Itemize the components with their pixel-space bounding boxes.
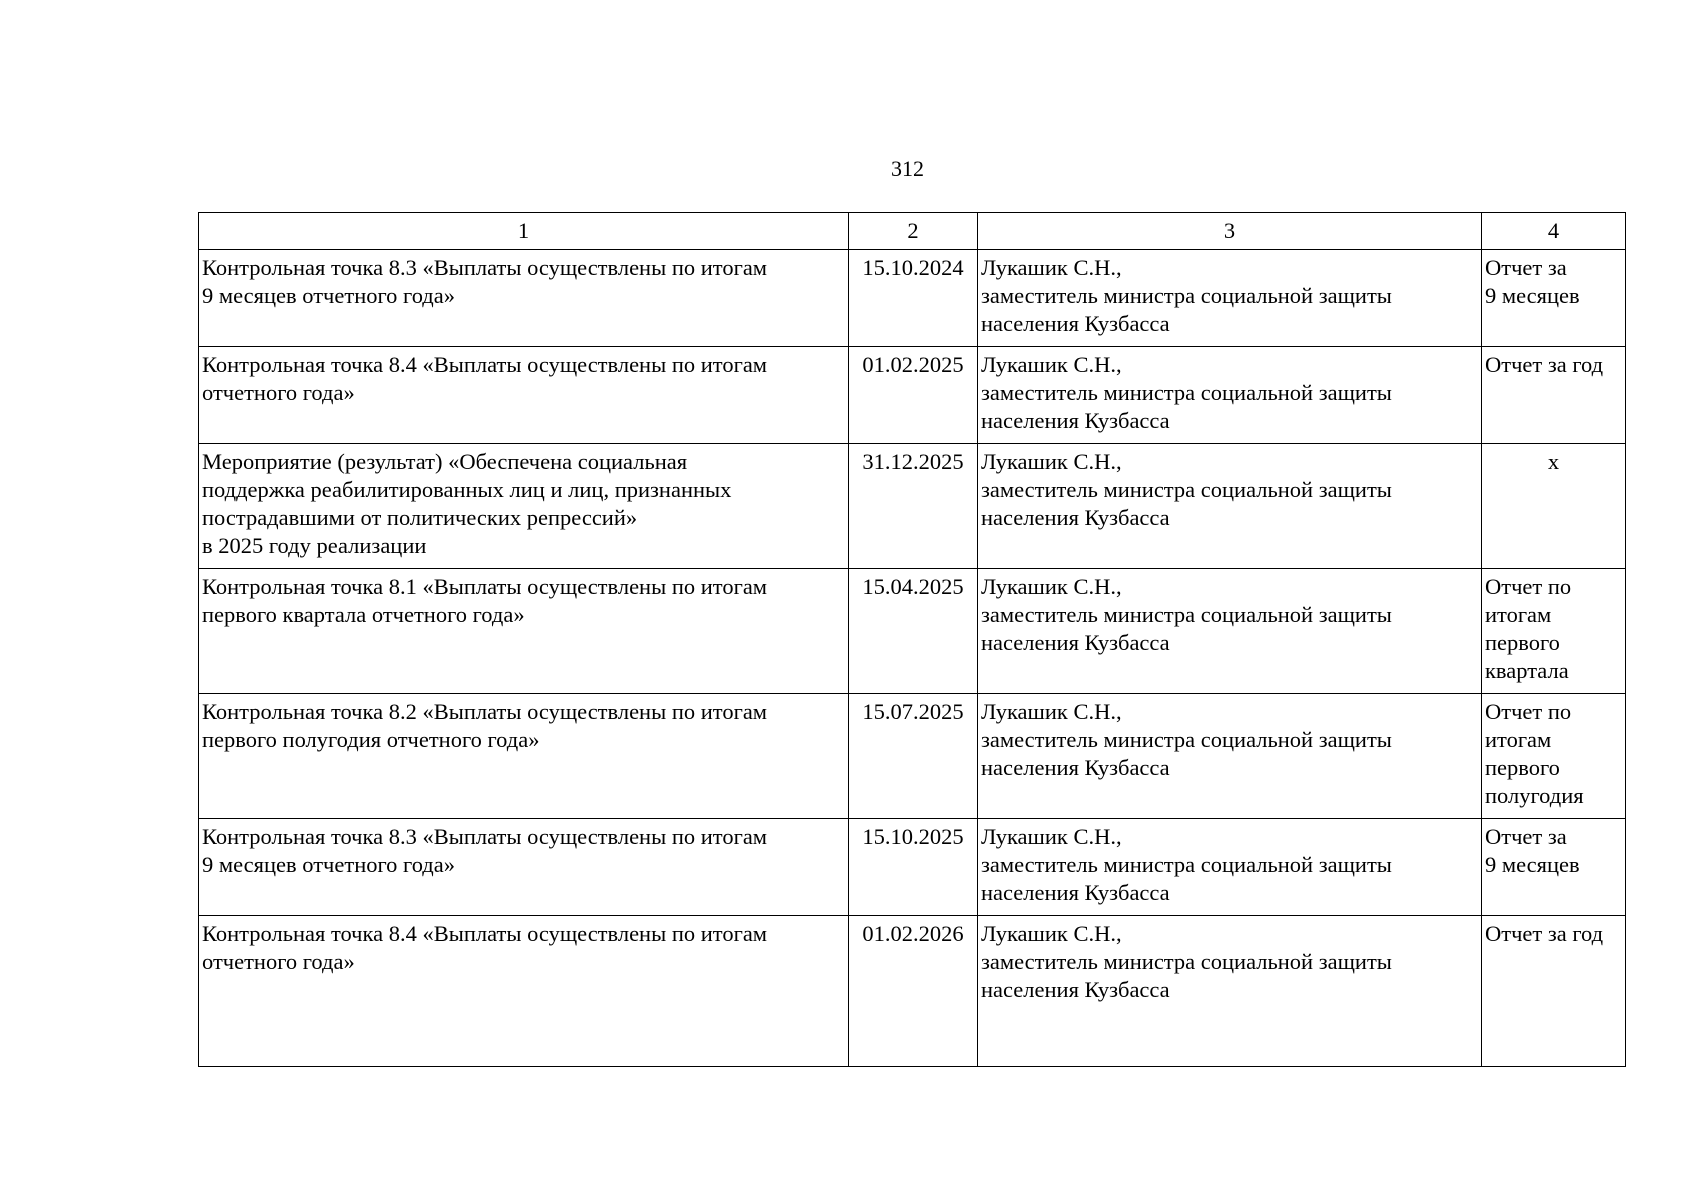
document-cell: Отчет по итогам первого квартала [1482,569,1626,694]
header-cell-3: 3 [978,213,1482,250]
description-cell: Контрольная точка 8.3 «Выплаты осуществлены по итогам 9 месяцев отчетного года» [199,250,849,347]
page-number: 312 [891,156,924,181]
date-cell: 15.04.2025 [849,569,978,694]
responsible-cell: Лукашик С.Н., заместитель министра социальной защиты населения Кузбасса [978,819,1482,916]
date-cell: 31.12.2025 [849,444,978,569]
document-cell: Отчет за год [1482,347,1626,444]
header-cell-2: 2 [849,213,978,250]
description-cell: Мероприятие (результат) «Обеспечена социальная поддержка реабилитированных лиц и лиц, признанных пострадавшими от политических репрессий» в 2025 году реализации [199,444,849,569]
description-cell: Контрольная точка 8.1 «Выплаты осуществлены по итогам первого квартала отчетного года» [199,569,849,694]
date-cell: 15.07.2025 [849,694,978,819]
date-cell: 01.02.2025 [849,347,978,444]
header-cell-4: 4 [1482,213,1626,250]
responsible-cell: Лукашик С.Н., заместитель министра социальной защиты населения Кузбасса [978,569,1482,694]
table-row [199,250,1626,347]
responsible-cell: Лукашик С.Н., заместитель министра социальной защиты населения Кузбасса [978,444,1482,569]
date-cell: 01.02.2026 [849,916,978,1067]
schedule-table [198,212,1626,1067]
table-row [199,916,1626,1067]
description-cell: Контрольная точка 8.4 «Выплаты осуществлены по итогам отчетного года» [199,916,849,1067]
document-cell: Отчет за год [1482,916,1626,1067]
document-cell: Отчет за 9 месяцев [1482,250,1626,347]
table-row [199,569,1626,694]
description-cell: Контрольная точка 8.4 «Выплаты осуществлены по итогам отчетного года» [199,347,849,444]
description-cell: Контрольная точка 8.3 «Выплаты осуществлены по итогам 9 месяцев отчетного года» [199,819,849,916]
date-cell: 15.10.2024 [849,250,978,347]
responsible-cell: Лукашик С.Н., заместитель министра социальной защиты населения Кузбасса [978,250,1482,347]
table-row [199,694,1626,819]
description-cell: Контрольная точка 8.2 «Выплаты осуществлены по итогам первого полугодия отчетного года» [199,694,849,819]
date-cell: 15.10.2025 [849,819,978,916]
table-row [199,444,1626,569]
responsible-cell: Лукашик С.Н., заместитель министра социальной защиты населения Кузбасса [978,347,1482,444]
document-cell: х [1482,444,1626,569]
table-row [199,347,1626,444]
responsible-cell: Лукашик С.Н., заместитель министра социальной защиты населения Кузбасса [978,694,1482,819]
table-row [199,819,1626,916]
header-cell-1: 1 [199,213,849,250]
document-cell: Отчет по итогам первого полугодия [1482,694,1626,819]
table-header-row [199,213,1626,250]
responsible-cell: Лукашик С.Н., заместитель министра социальной защиты населения Кузбасса [978,916,1482,1067]
document-cell: Отчет за 9 месяцев [1482,819,1626,916]
